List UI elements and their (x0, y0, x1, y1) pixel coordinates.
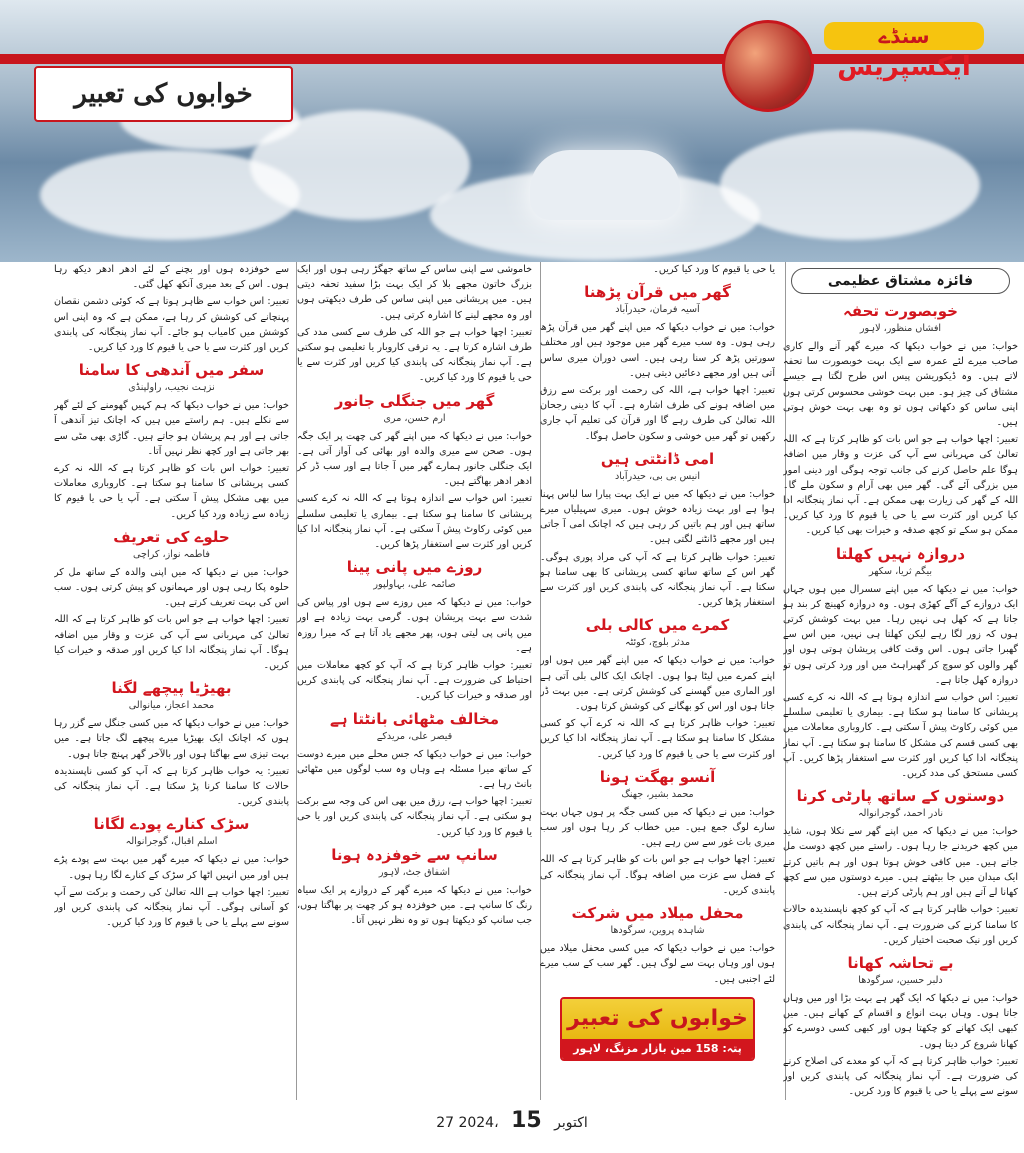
article-paragraph: تعبیر: خواب ظاہر کرتا ہے کہ آپ کو معدے کی اصلاح کرنے کی ضرورت ہے۔ آپ نماز پنجگانہ کی پابندی کریں اور سونے سے پہلے یا حی یا قیوم کا ورد کریں۔ (783, 1055, 1018, 1098)
article-author: اسلم اقبال، گوجرانوالہ (125, 836, 218, 848)
sunday-express-logo (824, 22, 984, 102)
globe-icon (722, 20, 814, 112)
logo-sunday: سنڈے (824, 22, 984, 50)
article-author: مدثر بلوچ، کوئٹہ (624, 637, 691, 649)
article-paragraph: تعبیر: خواب ظاہر کرتا ہے کہ آپ کو کچھ ناپسندیدہ حالات کا سامنا کرنے کی ضرورت ہے۔ آپ نماز پنجگانہ کی پابندی کریں اور نیک صحبت اختیار کریں۔ (783, 904, 1018, 946)
article-paragraph: خواب: میں نے دیکھا کہ میں نے ایک بہت پیارا سا لباس پہنا ہوا ہے اور بہت زیادہ خوش ہوں۔ میری سہیلیاں میرے ساتھ ہیں اور ہم باتیں کر رہی ہیں کہ اچانک امی آ جاتی ہیں اور مجھے ڈانٹنے لگتی ہیں۔ (540, 488, 775, 546)
article-heading: خوبصورت تحفہ (843, 302, 958, 320)
article-heading: بھیڑیا پیچھے لگنا (111, 679, 232, 698)
article-paragraph: خواب: میں نے خواب دیکھا کہ جس محلے میں میرے دوست کے ساتھ میرا مسئلہ ہے وہاں وہ سب لوگوں میں مٹھائی بانٹ رہا ہے۔ (297, 748, 532, 791)
article-paragraph: خواب: میں نے دیکھا کہ میں اپنے سسرال میں ہوں جہاں ایک دروازے کے آگے کھڑی ہوں۔ وہ دروازہ کھینچ کر بند ہو جاتا ہے کہ کھل ہی نہیں رہا۔ میں بہت کوشش کرتی ہوں کہ زور لگا رہے لیکن کھلتا ہی نہیں، میں اس سے گھبرا جاتی ہوں۔ اس وقت کافی پریشان ہوتی ہوں اور گھر والوں کو سوچ کر گھبراہٹ میں اور ورد کرتی ہوں تو دروازہ کھل جاتا ہے۔ (783, 583, 1018, 686)
article-heading: محفل میلاد میں شرکت (571, 904, 744, 923)
article-paragraph: خواب: میں نے دیکھا کہ میں اپنے گھر سے نکلا ہوں، شاید میں کچھ خریدنے جا رہا ہوں۔ راستے میں کچھ دوست مل جاتے ہیں۔ میں کافی خوش ہوتا ہوں اور ہم باتیں کرتے ایک میدان میں جا بیٹھتے ہیں۔ میرے دوستوں میں سے کچھ کھانا لے آتے ہیں اور ہم پارٹی کرتے ہیں۔ (783, 826, 1018, 899)
article-paragraph: تعبیر: خواب ظاہر کرتا ہے کہ آپ کی مراد پوری ہوگی۔ گھر اس کے ساتھ ساتھ کسی پریشانی کا بھی سامنا ہو سکتا ہے۔ آپ نماز پنجگانہ کی پابندی کریں اور کثرت سے استغفار پڑھا کریں۔ (540, 551, 775, 609)
article-author: قیصر علی، مریدکے (376, 730, 453, 742)
article-heading: دوستوں کے ساتھ پارٹی کرنا (796, 787, 1005, 806)
article-paragraph: تعبیر: خواب اس بات کو ظاہر کرتا ہے کہ اللہ نہ کرے کسی پریشانی کا سامنا ہو سکتا ہے۔ کاروباری معاملات میں بھی مشکل پیش آ سکتی ہے۔ آپ یا حی یا قیوم کا زیادہ سے زیادہ ورد کیا کریں۔ (54, 463, 289, 520)
article-author: دلبر حسین، سرگودھا (858, 974, 943, 986)
article-author: انیس بی بی، حیدرآباد (614, 470, 701, 482)
article-paragraph: تعبیر: خواب ظاہر کرتا ہے کہ اللہ نہ کرے آپ کو کسی مشکل کا سامنا ہو سکتا ہے۔ آپ نماز پنجگانہ ادا کیا کریں اور کثرت سے یا حی یا قیوم کا ورد کیا کریں۔ (540, 718, 775, 760)
article-heading: گھر میں جنگلی جانور (334, 391, 495, 410)
ad-address: پتہ: 158 مین بازار مزنگ، لاہور (562, 1039, 753, 1059)
article-paragraph: خواب: میں نے دیکھا کہ میں اپنی والدہ کے ساتھ مل کر حلوہ پکا رہی ہوں اور مہمانوں کو پیش کرتی ہوں۔ سب اس کی بہت تعریف کرتے ہیں۔ (54, 566, 289, 609)
article-heading: سڑک کنارے پودے لگانا (93, 815, 250, 834)
article-heading: مخالف مٹھائی بانٹتا ہے (330, 709, 499, 728)
article-author: افشاں منظور، لاہور (859, 323, 942, 334)
article-paragraph: خواب: میں نے دیکھا کہ ایک گھر ہے بہت بڑا اور میں وہاں جاتا ہوں۔ وہاں بہت انواع و اقسام کے کھانے ہیں۔ میں کبھی ایک کھانے کو چکھتا ہوں اور کبھی کسی دوسرے کو کھانا شروع کر دیتا ہوں۔ (783, 992, 1018, 1050)
article-paragraph: خواب: میں نے دیکھا کہ میں اپنے گھر کی چھت پر ایک جگہ ہوں۔ صحن سے میری والدہ اور بھائی کی آواز آتی ہے۔ ایک جنگلی جانور ہمارے گھر میں آ جاتا ہے اور سب ڈر کر ادھر ادھر بھاگتے ہیں۔ (297, 430, 532, 488)
article-heading: روزے میں پانی پینا (346, 558, 483, 577)
section-title: خوابوں کی تعبیر (34, 66, 293, 122)
article-paragraph: خواب: میں نے دیکھا کہ میرے گھر کے دروازے پر ایک سیاہ رنگ کا سانپ ہے۔ میں خوفزدہ ہو کر چھت پر بھاگتا ہوں، جب سانپ کو دیکھتا ہوں تو وہ نظر نہیں آتا۔ (297, 884, 532, 927)
article-paragraph: تعبیر: اچھا خواب ہے جو اس بات کو ظاہر کرتا ہے کہ اللہ تعالیٰ کی مہربانی سے آپ کی عزت و وقار میں اضافہ ہوگا علم حاصل کرنے کی جانب توجہ ہوگی اور دینی امور میں بزرگی آئے گی۔ گھر میں بھی آرام و سکون ملے گا۔ اللہ کے گھر کی زیارت بھی ممکن ہے۔ آپ نماز پنجگانہ ادا کیا کریں اور کثرت سے یا حی یا قیوم کا ورد کیا کریں۔ ممکن ہو سکے تو کچھ صدقہ و خیرات بھی کیا کریں۔ (783, 434, 1018, 537)
article-author: نادر احمد، گوجرانوالہ (857, 808, 944, 820)
article-heading: گھر میں قرآن پڑھنا (584, 283, 731, 302)
article-heading: کمرے میں کالی بلی (585, 616, 730, 635)
article-paragraph: خواب: میں نے خواب دیکھا کہ میں اپنے گھر میں ہوں اور اپنے کمرے میں لیٹا ہوا ہوں۔ اچانک ایک کالی بلی آتی ہے اور الماری میں گھسنے کی کوشش کرتی ہے۔ میں بہت ڈر جاتا ہوں اور اس کو بھگانے کی کوشش کرتا ہوں۔ (540, 655, 775, 713)
article-heading: سفر میں آندھی کا سامنا (78, 361, 265, 380)
article-heading: امی ڈانٹتی ہیں (600, 449, 715, 468)
header-banner (0, 0, 1024, 262)
article-paragraph: تعبیر: اس خواب سے اندازہ ہوتا ہے کہ اللہ نہ کرے کسی پریشانی کا سامنا ہو سکتا ہے۔ بیماری یا تعلیمی سلسلے میں کوئی رکاوٹ پیش آ سکتی ہے۔ آپ نماز پنجگانہ ادا کیا کریں اور کثرت سے استغفار پڑھا کریں۔ (297, 493, 532, 551)
page-footer (0, 1108, 1024, 1138)
article-paragraph: تعبیر: اس خواب سے ظاہر ہوتا ہے کہ کوئی دشمن نقصان پہنچانے کی کوشش کر رہا ہے، ممکن ہے کہ وہ اپنی اس کوشش میں کامیاب ہو جائے۔ آپ نماز پنجگانہ کی پابندی کریں اور کثرت سے یا حی یا قیوم کا ورد کیا کریں۔ (54, 296, 289, 354)
article-heading: آنسو بھگت ہونا (599, 767, 716, 786)
article-paragraph: خواب: میں نے خواب دیکھا کہ میں اپنے گھر میں قرآن پڑھ رہی ہوں۔ وہ سب میرے گھر میں موجود ہیں اور مختلف سورتیں پڑھ کر سنا رہی ہیں۔ اسی دوران میری ساس آتی ہیں اور مجھے دعائیں دیتی ہیں۔ (540, 322, 775, 379)
article-paragraph: تعبیر: اچھا خواب ہے، رزق میں بھی اس کی وجہ سے برکت ہو سکتی ہے۔ آپ نماز پنجگانہ کی پابندی کریں اور یا حی یا قیوم کا ورد کیا کریں۔ (297, 796, 532, 838)
article-author: بیگم ثریا، سکھر (868, 565, 933, 577)
article-heading: سانپ سے خوفزدہ ہونا (331, 845, 498, 864)
article-paragraph: تعبیر: اچھا خواب ہے، اللہ کی رحمت اور برکت سے رزق میں اضافہ ہونے کی طرف اشارہ ہے۔ آپ کا دینی رجحان اللہ تعالیٰ کی طرف رہے گا اور قرآن کی تعلیم آپ جاری رکھیں تو گھر میں خوشی و سکون حاصل ہوگا۔ (540, 385, 775, 442)
writer-name: فائزہ مشتاق عظیمی (791, 268, 1010, 294)
footer-year: ،2024 (458, 1115, 499, 1131)
article-paragraph: تعبیر: اچھا خواب ہے جو اللہ کی طرف سے کسی مدد کی طرف اشارہ کرتا ہے۔ یہ ترقی کاروبار یا تعلیمی ہو سکتی ہے۔ آپ نماز پنجگانہ کی پابندی کیا کریں اور کثرت سے یا حی یا قیوم کا ورد کیا کریں۔ (297, 326, 532, 384)
article-paragraph: خواب: میں نے دیکھا کہ میرے گھر میں بہت سے پودے پڑے ہیں اور میں انہیں اٹھا کر سڑک کے کنارے لگا رہا ہوں۔ (54, 854, 289, 881)
article-paragraph: خواب: میں نے خواب دیکھا کہ میں کسی جنگل سے گزر رہا ہوں کہ اچانک ایک بھیڑیا میرے پیچھے لگ جاتا ہے۔ میں بہت تیزی سے بھاگتا ہوں اور بالآخر گھر پہنچ جاتا ہوں۔ (54, 718, 289, 760)
article-columns (48, 262, 1018, 1100)
column-2 (540, 262, 775, 1100)
ad-title: خوابوں کی تعبیر (562, 999, 753, 1039)
article-author: صائمہ علی، بہاولپور (373, 579, 456, 591)
sleeping-woman-illustration (530, 150, 680, 220)
footer-date: 27 اکتوبر (436, 1115, 588, 1131)
article-paragraph: تعبیر: اس خواب سے اندازہ ہوتا ہے کہ اللہ نہ کرے کسی پریشانی کا سامنا ہو سکتا ہے۔ بیماری یا تعلیمی سلسلے میں کوئی رکاوٹ پیش آ سکتی ہے۔ کاروباری معاملات میں بھی کسی قسم کی مشکل کا سامنا ہو سکتا ہے۔ آپ نماز پنجگانہ ادا کیا کریں اور کثرت سے استغفار پڑھا کریں۔ آپ کسی مستحق کی مدد کریں۔ (783, 692, 1018, 780)
article-paragraph: خواب: میں نے دیکھا کہ میں کسی جگہ پر ہوں جہاں بہت سارے لوگ جمع ہیں۔ میں خطاب کر رہا ہوں اور سب میری بات غور سے سن رہے ہیں۔ (540, 806, 775, 849)
page-number: 15 (511, 1108, 542, 1133)
article-paragraph: خواب: میں نے خواب دیکھا کہ میں کسی محفل میلاد میں ہوں اور وہاں بہت سے لوگ ہیں۔ گھر سب کے سب میرے لئے اجنبی ہیں۔ (540, 943, 775, 985)
article-paragraph: یا حی یا قیوم کا ورد کیا کریں۔ (653, 264, 775, 275)
article-paragraph: تعبیر: اچھا خواب ہے جو اس بات کو ظاہر کرتا ہے کہ اللہ تعالیٰ کی مہربانی سے آپ کی عزت و وقار میں اضافہ ہوگا۔ آپ نماز پنجگانہ ادا کیا کریں اور صدقہ و خیرات کیا کریں۔ (54, 614, 289, 672)
article-heading: حلوے کی تعریف (113, 527, 230, 546)
article-author: شاہدہ پروین، سرگودھا (610, 925, 705, 937)
article-author: فاطمہ نواز، کراچی (133, 548, 210, 560)
article-heading: دروازہ نہیں کھلتا (835, 544, 966, 563)
article-paragraph: خواب: میں نے خواب دیکھا کہ میرے گھر آنے والے کاری صاحب میرے لئے عمرہ سے ایک بہت خوبصورت سا تحفہ لاتے ہیں۔ وہ ڈیکوریشن پیس اس طرح لگتا ہے جیسے مشتاق کی چیز ہو۔ میں بہت خوشی محسوس کرتی ہوں اپنی ساس کو دکھاتی ہوں تو وہ بھی بہت خوش ہوتی ہیں۔ (783, 341, 1018, 429)
article-paragraph: تعبیر: خواب ظاہر کرتا ہے کہ آپ کو کچھ معاملات میں احتیاط کی ضرورت ہے۔ آپ نماز پنجگانہ کی پابندی کریں اور صدقہ و خیرات کیا کریں۔ (297, 660, 532, 702)
article-author: محمد اعجاز، میانوالی (128, 700, 215, 712)
article-author: ارم حسن، مری (383, 412, 446, 424)
column-3 (297, 262, 532, 1100)
column-4 (54, 262, 289, 1100)
article-paragraph: خاموشی سے اپنی ساس کے ساتھ جھگڑ رہی ہوں اور ایک بزرگ خاتون مجھے بلا کر ایک بہت بڑا سفید تحفہ دیتی ہیں۔ میں پریشانی میں اپنی ساس کی طرف دیکھتی ہوں اور وہ مجھے لینے کا اشارہ کرتی ہیں۔ (297, 264, 532, 321)
logo-express: ایکسپریس (837, 52, 971, 82)
article-author: نزہت نجیب، راولپنڈی (128, 382, 215, 394)
address-ad-box (560, 997, 755, 1061)
article-paragraph: تعبیر: اچھا خواب ہے جو اس بات کو ظاہر کرتا ہے کہ اللہ کے فضل سے عزت میں اضافہ ہوگا۔ آپ نماز پنجگانہ کی پابندی کریں۔ (540, 854, 775, 896)
article-author: آسیہ فرمان، حیدرآباد (615, 304, 700, 316)
article-paragraph: خواب: میں نے دیکھا کہ میں روزے سے ہوں اور پیاس کی شدت سے بہت پریشان ہوں۔ گرمی بہت زیادہ ہے اور میں پانی پی لیتی ہوں، پھر مجھے یاد آتا ہے کہ میرا روزہ ہے۔ (297, 597, 532, 654)
article-paragraph: تعبیر: یہ خواب ظاہر کرتا ہے کہ آپ کو کسی ناپسندیدہ حالات کا سامنا کرنا پڑ سکتا ہے۔ آپ نماز پنجگانہ کی پابندی کریں۔ (54, 765, 289, 808)
article-author: محمد بشیر، جھنگ (621, 788, 694, 800)
article-paragraph: خواب: میں نے خواب دیکھا کہ ہم کہیں گھومنے کے لئے گھر سے نکلے ہیں۔ ہم راستے میں ہیں کہ اچانک تیز آندھی آ جاتی ہے اور ہم پریشان ہو جاتے ہیں۔ گاڑی بھی مٹی سے بھر جاتی ہے اور کچھ نظر نہیں آتا۔ (54, 400, 289, 457)
article-heading: بے تحاشہ کھانا (847, 953, 954, 972)
article-paragraph: سے خوفزدہ ہوں اور بچنے کے لئے ادھر ادھر دیکھ رہا ہوں۔ اس کے بعد میری آنکھ کھل گئی۔ (54, 264, 289, 291)
column-1 (783, 262, 1018, 1100)
article-paragraph: تعبیر: اچھا خواب ہے اللہ تعالیٰ کی رحمت و برکت سے آپ کو آسانی ہوگی۔ آپ نماز پنجگانہ کی پابندی کریں اور سونے سے پہلے یا حی یا قیوم کا ورد کیا کریں۔ (54, 886, 289, 929)
article-author: اشفاق جٹ، لاہور (378, 866, 451, 878)
